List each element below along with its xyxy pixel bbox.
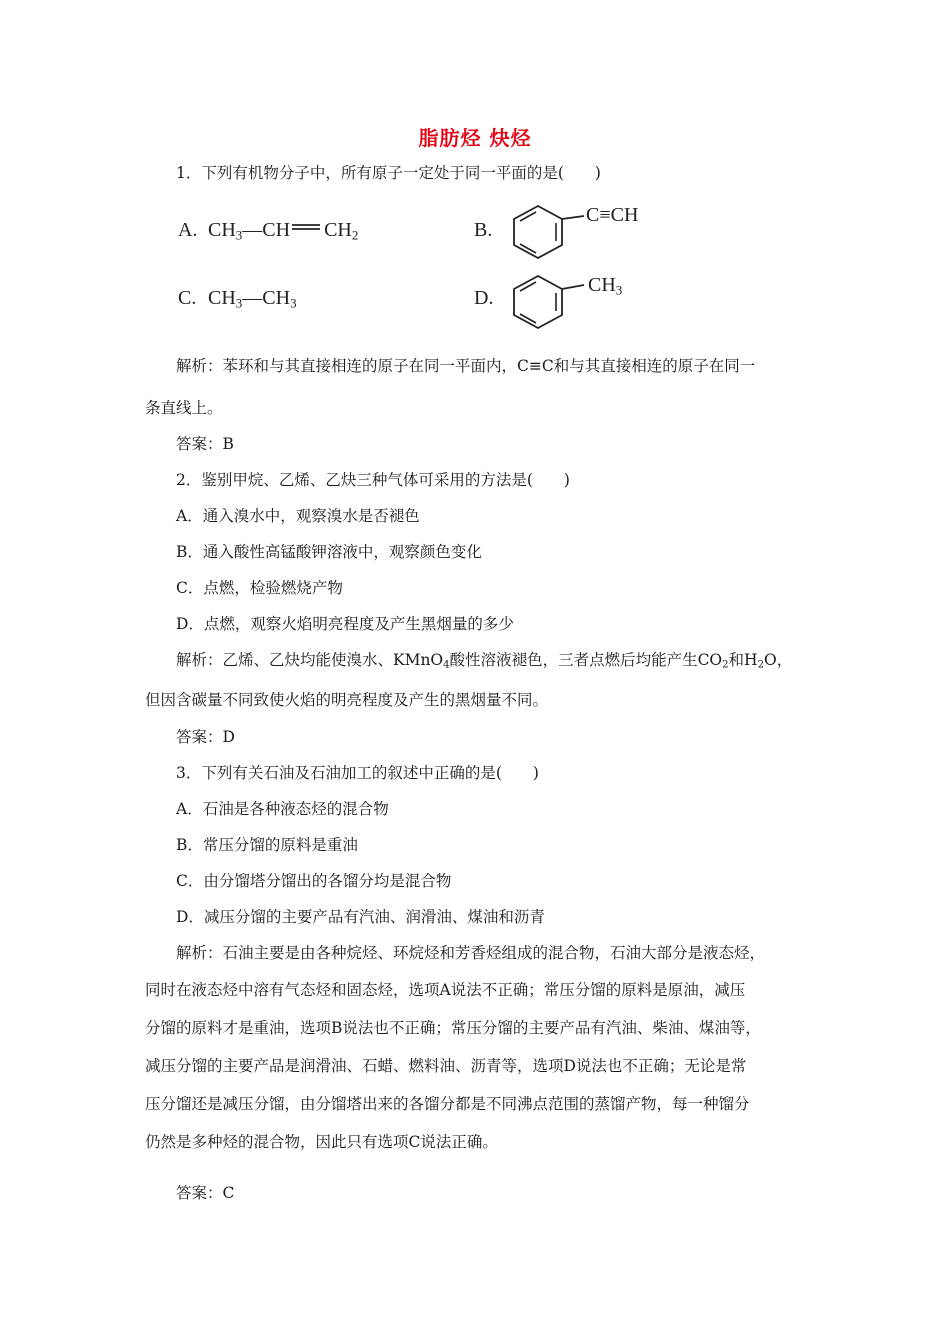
- q3-option-d: D．减压分馏的主要产品有汽油、润滑油、煤油和沥青: [176, 908, 545, 926]
- q1-answer: 答案：B: [176, 435, 234, 453]
- page-title: 脂肪烃 炔烃: [418, 126, 532, 150]
- q3-answer: 答案：C: [176, 1184, 235, 1202]
- q3-option-b: B．常压分馏的原料是重油: [176, 836, 358, 854]
- q3-analysis-line5: 压分馏还是减压分馏，由分馏塔出来的各馏分都是不同沸点范围的蒸馏产物，每一种馏分: [145, 1095, 750, 1113]
- q1-stem: 1．下列有机物分子中，所有原子一定处于同一平面的是( ): [176, 164, 601, 182]
- q2-option-d: D．点燃，观察火焰明亮程度及产生黑烟量的多少: [176, 615, 514, 633]
- q1-analysis-line1: 解析：苯环和与其直接相连的原子在同一平面内，C≡C和与其直接相连的原子在同一: [176, 357, 756, 375]
- q2-option-a: A．通入溴水中，观察溴水是否褪色: [176, 507, 420, 525]
- q2-analysis-line2: 但因含碳量不同致使火焰的明亮程度及产生的黑烟量不同。: [145, 691, 549, 709]
- q1-analysis-line2: 条直线上。: [145, 399, 223, 417]
- q1-option-c-formula: $CH_3—CH_3$: [208, 287, 297, 311]
- q3-stem: 3．下列有关石油及石油加工的叙述中正确的是( ): [176, 764, 539, 782]
- q1-option-b-group: C≡CH: [586, 204, 639, 226]
- q1-option-a-formula: $CH_3—CH$ $CH_2$: [208, 219, 358, 242]
- double-bond-lines: [290, 224, 320, 230]
- q3-analysis-line1: 解析：石油主要是由各种烷烃、环烷烃和芳香烃组成的混合物，石油大部分是液态烃，: [176, 944, 766, 962]
- q3-option-a: A．石油是各种液态烃的混合物: [176, 800, 389, 818]
- q2-stem: 2．鉴别甲烷、乙烯、乙炔三种气体可采用的方法是( ): [176, 471, 570, 489]
- q1-option-d-group: $CH_3$: [588, 274, 623, 298]
- q2-answer: 答案：D: [176, 728, 235, 746]
- q1-option-d-label: D.: [474, 287, 494, 309]
- q2-option-c: C．点燃，检验燃烧产物: [176, 579, 343, 597]
- q1-option-c-label: C.: [178, 287, 197, 309]
- q2-analysis-line1: 解析：乙烯、乙炔均能使溴水、KMnO$_4$酸性溶液褪色，三者点燃后均能产生$CO_2$和$H_2O$，: [176, 651, 793, 671]
- q3-analysis-line2: 同时在液态烃中溶有气态烃和固态烃，选项A说法不正确；常压分馏的原料是原油，减压: [145, 981, 746, 999]
- q3-analysis-line3: 分馏的原料才是重油，选项B说法也不正确；常压分馏的主要产品有汽油、柴油、煤油等，: [145, 1019, 761, 1037]
- q3-option-c: C．由分馏塔分馏出的各馏分均是混合物: [176, 872, 452, 890]
- double-bond: [290, 213, 324, 236]
- q3-analysis-line4: 减压分馏的主要产品是润滑油、石蜡、燃料油、沥青等，选项D说法也不正确；无论是常: [145, 1057, 747, 1075]
- q2-option-b: B．通入酸性高锰酸钾溶液中，观察颜色变化: [176, 543, 482, 561]
- q1-option-a-label: A.: [178, 219, 198, 241]
- q1-option-b-label: B.: [474, 219, 493, 241]
- q3-analysis-line6: 仍然是多种烃的混合物，因此只有选项C说法正确。: [145, 1133, 498, 1151]
